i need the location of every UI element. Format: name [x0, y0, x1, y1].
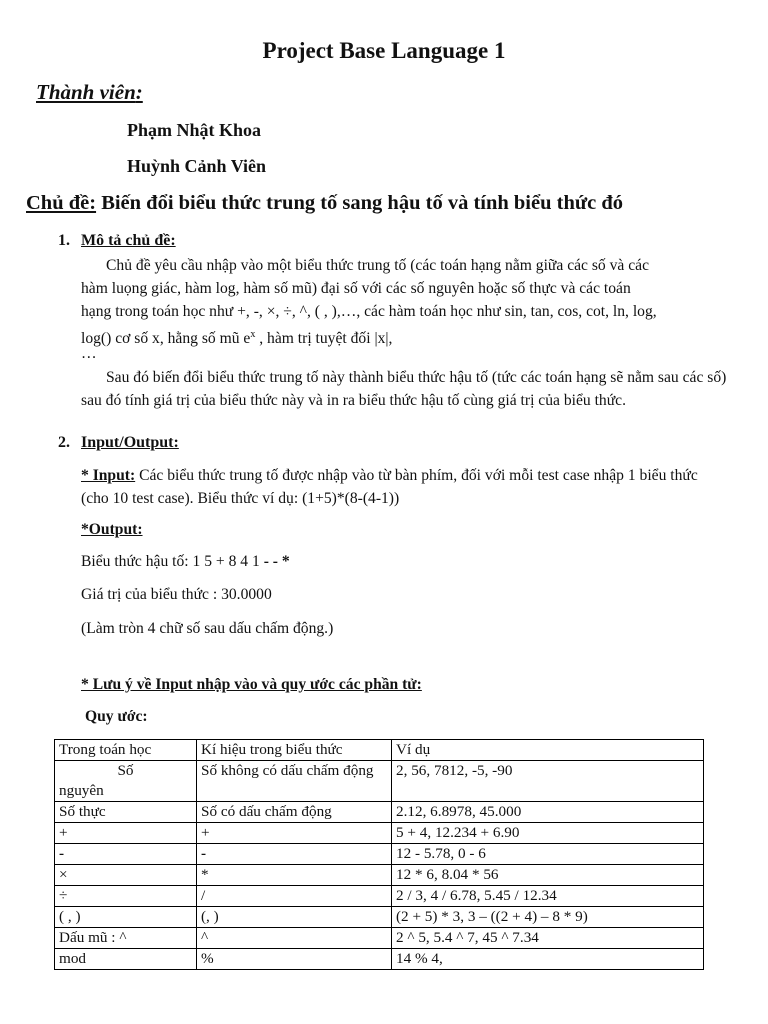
table-cell: +: [197, 823, 392, 844]
table-cell: ( , ): [55, 907, 197, 928]
table-cell: (2 + 5) * 3, 3 – ((2 + 4) – 8 * 9): [392, 907, 704, 928]
input-text: Các biểu thức trung tố được nhập vào từ bàn phím, đối với mỗi test case nhập 1 biểu thức (cho 10 test case). Biểu thức ví dụ: (1+5)*(8-(4-1)): [81, 467, 698, 507]
member-name: Huỳnh Cảnh Viên: [127, 156, 267, 176]
section-1-paragraph-2: Sau đó biến đổi biểu thức trung tố này thành biểu thức hậu tố (tức các toán hạng sẽ nằm sau các số) sau đó tính giá trị của biểu thức này và in ra biểu thức hậu tố cùng giá trị của biểu thức.: [81, 369, 727, 409]
postfix-operators: - - *: [263, 553, 290, 570]
table-cell: *: [197, 865, 392, 886]
table-cell: ÷: [55, 886, 197, 907]
table-header-row: [55, 740, 704, 761]
member-name: Phạm Nhật Khoa: [127, 120, 262, 140]
topic-text: Biến đổi biểu thức trung tố sang hậu tố và tính biểu thức đó: [101, 192, 624, 214]
table-cell: ^: [197, 928, 392, 949]
table-cell: (, ): [197, 907, 392, 928]
exponent-x: x: [250, 329, 256, 340]
table-cell: /: [197, 886, 392, 907]
paragraph-1-text: Chủ đề yêu cầu nhập vào một biểu thức trung tố (các toán hạng nằm giữa các số và các hàm luọng giác, hàm log, hàm số mũ) đại số với các số nguyên hoặc số thực và các toán hạng trong toán học như +, -, ×, ÷, ^, ( , ),…, các hàm toán học như sin, tan, cos, cot, ln, log, log() cơ số x, hằng số mũ e: [81, 257, 657, 348]
table-cell: 2, 56, 7812, -5, -90: [392, 761, 704, 802]
integer-label-bottom: nguyên: [59, 782, 104, 799]
table-cell: mod: [55, 949, 197, 970]
table-row: [55, 949, 704, 970]
output-label: *Output:: [81, 521, 143, 538]
input-label: * Input:: [81, 467, 136, 484]
table-header-cell: Ví dụ: [392, 740, 704, 761]
members-heading: [36, 80, 143, 105]
table-cell: [55, 761, 197, 802]
table-cell: 5 + 4, 12.234 + 6.90: [392, 823, 704, 844]
paragraph-1-tail: , hàm trị tuyệt đối |x|,: [255, 330, 393, 348]
table-row: [55, 865, 704, 886]
integer-label-top: Số: [117, 762, 134, 779]
topic-line: [26, 192, 623, 215]
table-cell: 2 ^ 5, 5.4 ^ 7, 45 ^ 7.34: [392, 928, 704, 949]
table-cell: Số thực: [55, 802, 197, 823]
convention-table: [54, 739, 704, 970]
table-cell: 12 - 5.78, 0 - 6: [392, 844, 704, 865]
postfix-line: [81, 553, 290, 571]
table-cell: +: [55, 823, 197, 844]
section-1-title: Mô tả chủ đề:: [81, 232, 176, 249]
table-row: [55, 802, 704, 823]
section-2-title: Input/Output:: [81, 434, 179, 451]
table-cell: -: [55, 844, 197, 865]
table-row: [55, 823, 704, 844]
convention-label: Quy ước:: [85, 708, 148, 725]
table-header-cell: Trong toán học: [55, 740, 197, 761]
table-cell: 12 * 6, 8.04 * 56: [392, 865, 704, 886]
members-heading-text: Thành viên: [36, 80, 136, 104]
members-heading-colon: :: [135, 80, 143, 104]
section-1-number: 1.: [58, 232, 70, 249]
table-cell: 14 % 4,: [392, 949, 704, 970]
topic-label: Chủ đề:: [26, 192, 97, 214]
table-cell: Dấu mũ : ^: [55, 928, 197, 949]
table-cell: -: [197, 844, 392, 865]
table-row: [55, 907, 704, 928]
table-header-cell: Kí hiệu trong biểu thức: [197, 740, 392, 761]
table-cell: Số không có dấu chấm động: [197, 761, 392, 802]
table-cell: 2 / 3, 4 / 6.78, 5.45 / 12.34: [392, 886, 704, 907]
table-cell: ×: [55, 865, 197, 886]
value-line: Giá trị của biểu thức : 30.0000: [81, 586, 272, 603]
document-title: Project Base Language 1: [262, 38, 506, 63]
table-row: [55, 886, 704, 907]
rounding-note: (Làm tròn 4 chữ số sau dấu chấm động.): [81, 620, 334, 637]
table-cell: 2.12, 6.8978, 45.000: [392, 802, 704, 823]
section-1-paragraph-1: [81, 254, 661, 350]
input-description: [81, 464, 721, 510]
ellipsis: …: [81, 345, 97, 362]
postfix-label: Biểu thức hậu tố: 1 5 + 8 4 1: [81, 553, 264, 570]
notes-heading: * Lưu ý về Input nhập vào và quy ước các phần tử:: [81, 676, 422, 693]
table-row: [55, 761, 704, 802]
table-row: [55, 844, 704, 865]
table-row: [55, 928, 704, 949]
table-cell: Số có dấu chấm động: [197, 802, 392, 823]
table-cell: %: [197, 949, 392, 970]
section-2-number: 2.: [58, 434, 70, 451]
